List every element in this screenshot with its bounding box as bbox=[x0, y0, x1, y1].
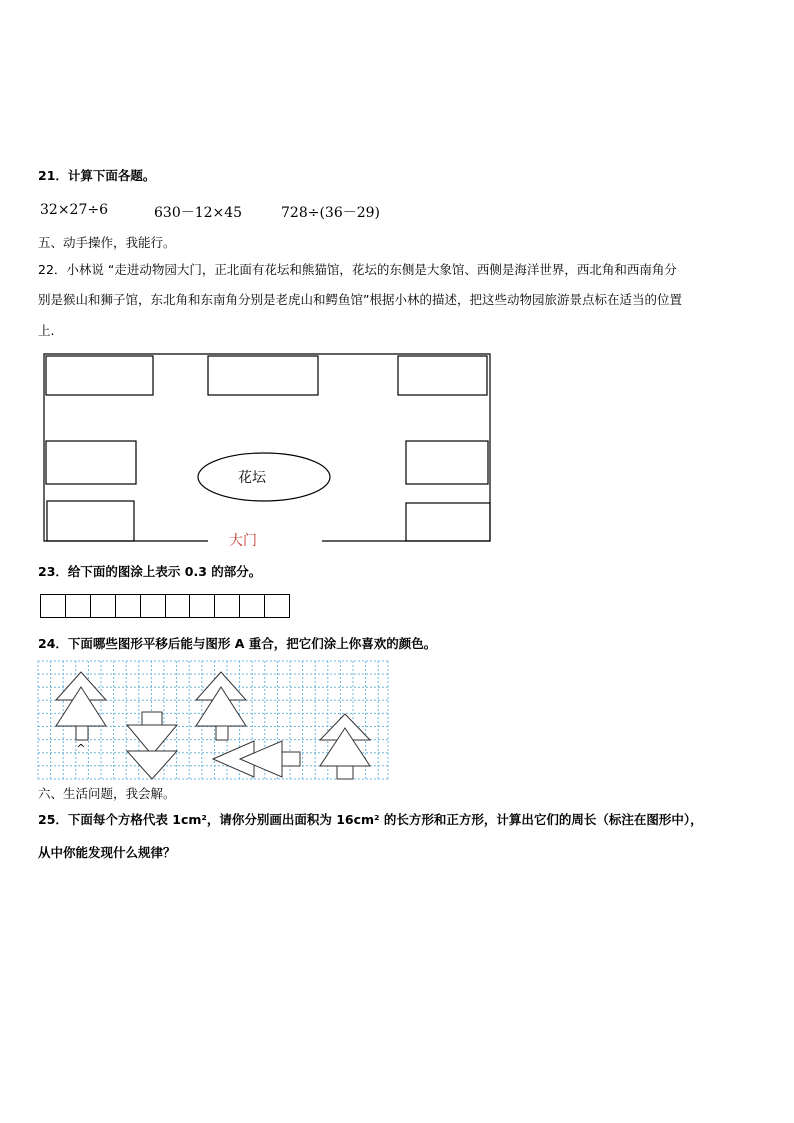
q21-expression-3: 728÷(36－29) bbox=[281, 205, 381, 221]
q21-expression-2: 630－12×45 bbox=[154, 205, 243, 221]
shape-upright-tree[interactable] bbox=[196, 672, 246, 740]
gate-label: 大门 bbox=[229, 533, 257, 549]
shape-rotated-tree[interactable] bbox=[213, 741, 300, 777]
q25-text-line1: 25．下面每个方格代表 1cm²，请你分别画出面积为 16cm² 的长方形和正方形，计算出它们的周长（标注在图形中）， bbox=[38, 812, 703, 827]
q22-text-line1: 22．小林说 “走进动物园大门，正北面有花坛和熊猫馆，花坛的东侧是大象馆、西侧是海洋世界，西北角和西南角分 bbox=[38, 262, 677, 277]
q23-title: 23．给下面的图涂上表示 0.3 的部分。 bbox=[38, 564, 262, 579]
q24-title: 24．下面哪些图形平移后能与图形 A 重合，把它们涂上你喜欢的颜色。 bbox=[38, 636, 437, 651]
section6-heading: 六、生活问题，我会解。 bbox=[38, 786, 176, 801]
q22-text-line2: 别是猴山和狮子馆，东北角和东南角分别是老虎山和鳄鱼馆”根据小林的描述，把这些动物园旅游景点标在适当的位置 bbox=[38, 292, 682, 307]
q21-expression-1: 32×27÷6 bbox=[40, 202, 108, 218]
section5-heading: 五、动手操作，我能行。 bbox=[38, 235, 176, 250]
q22-text-line3: 上. bbox=[38, 323, 55, 338]
q25-text-line2: 从中你能发现什么规律？ bbox=[38, 845, 176, 860]
flower-bed-label: 花坛 bbox=[238, 470, 266, 486]
q21-title: 21．计算下面各题。 bbox=[38, 168, 156, 183]
shape-inverted-tree[interactable] bbox=[127, 712, 177, 779]
shape-a-label: ^ bbox=[76, 742, 86, 755]
